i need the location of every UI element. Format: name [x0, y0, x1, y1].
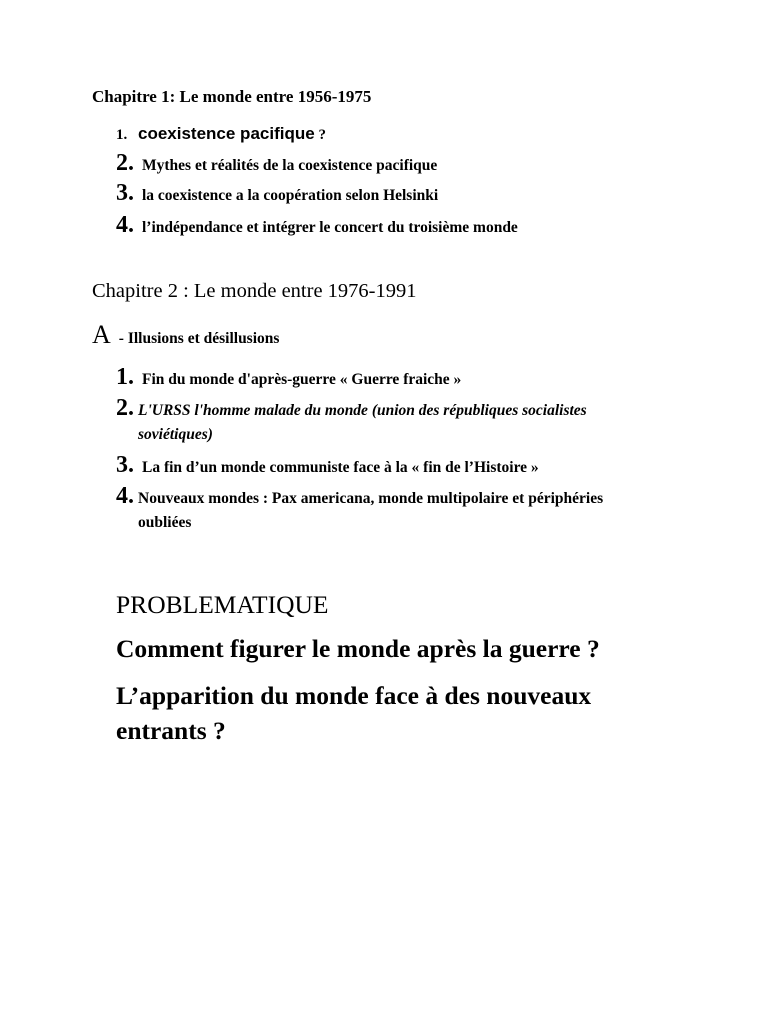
item-number: 1.: [116, 364, 134, 390]
item-text: Nouveaux mondes : Pax americana, monde multipolaire et périphéries oubliées: [138, 490, 604, 531]
item-text: l’indépendance et intégrer le concert du troisième monde: [142, 219, 518, 236]
item-text: L'URSS l'homme malade du monde (union des républiques socialistes soviétiques): [138, 402, 587, 443]
problematique-question-2: L’apparition du monde face à des nouveaux entrants ?: [116, 681, 592, 745]
problematique-question-1: Comment figurer le monde après la guerre ?: [116, 634, 600, 663]
section-label: - Illusions et désillusions: [118, 330, 280, 347]
chapter2-item-3: [116, 452, 539, 479]
chapter2-title: Chapitre 2 : Le monde entre 1976-1991: [92, 280, 417, 302]
item-number: 2.: [116, 150, 134, 176]
chapter1-item-4: [116, 212, 518, 239]
item-number: 4.: [116, 212, 134, 238]
chapter1-title: Chapitre 1: Le monde entre 1956-1975: [92, 87, 372, 106]
problematique-heading: PROBLEMATIQUE: [116, 590, 329, 619]
item-suffix: ?: [314, 127, 326, 143]
item-text: coexistence pacifique ?: [138, 124, 326, 143]
chapter2-item-4: [116, 484, 656, 535]
item-number: 4.: [116, 483, 134, 509]
section-letter: A: [92, 320, 111, 349]
chapter2-item-1: [116, 364, 461, 391]
item-text: Mythes et réalités de la coexistence pacifique: [142, 157, 438, 174]
chapter1-item-2: [116, 150, 437, 177]
chapter2-item-2: [116, 396, 656, 447]
item-text: la coexistence a la coopération selon Helsinki: [142, 187, 439, 204]
item-text: Fin du monde d'après-guerre « Guerre fraiche »: [142, 371, 462, 388]
item-text: La fin d’un monde communiste face à la « fin de l’Histoire »: [142, 459, 539, 476]
chapter1-item-1: [116, 124, 326, 144]
item-number: 2.: [116, 395, 134, 421]
section-a: [92, 320, 279, 350]
chapter1-item-3: [116, 180, 438, 207]
item-number: 3.: [116, 180, 134, 206]
item-number: 1.: [116, 127, 128, 143]
item-number: 3.: [116, 452, 134, 478]
